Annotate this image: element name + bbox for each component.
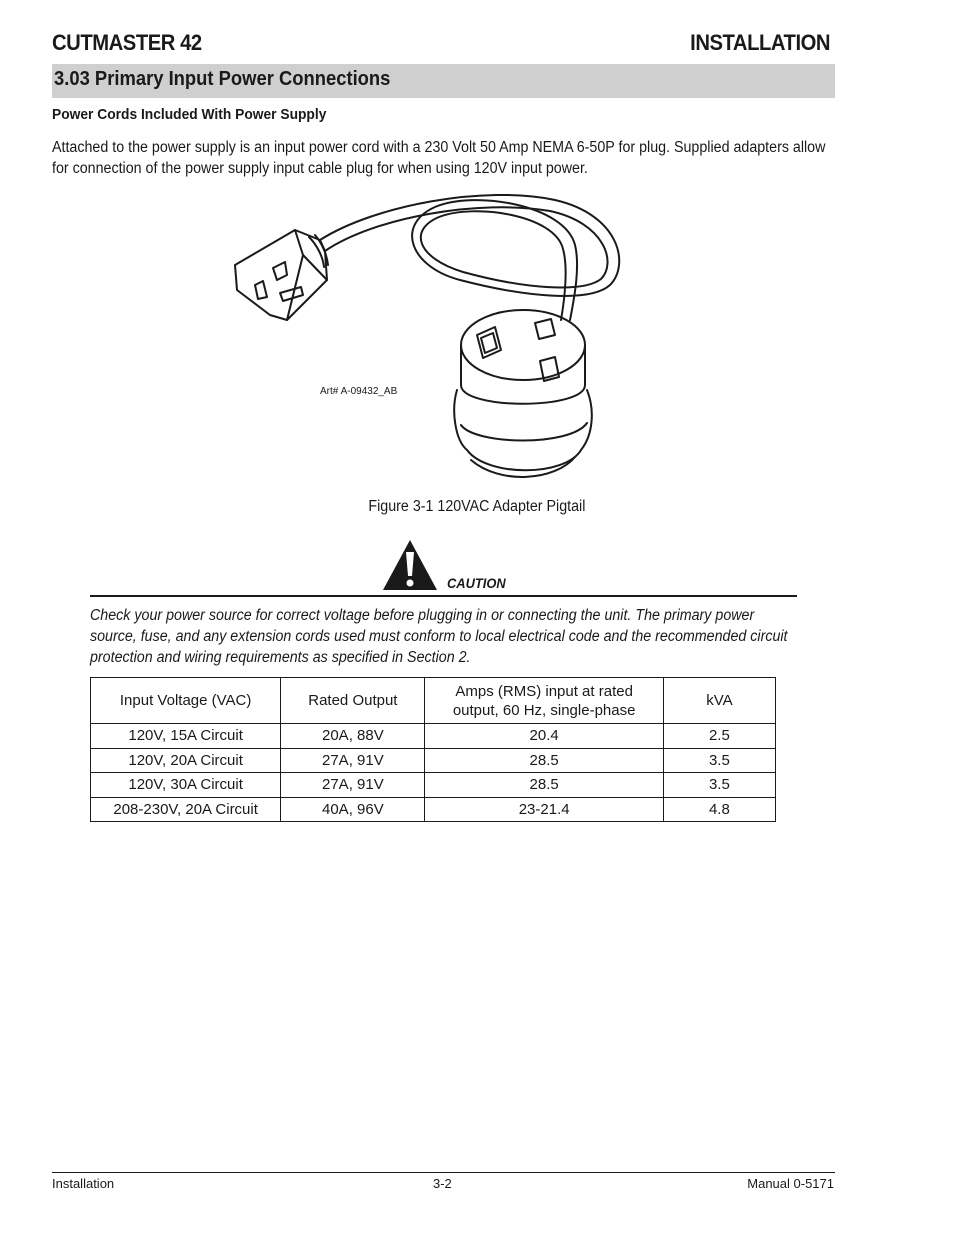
col-header-rated-output: Rated Output	[281, 678, 425, 724]
subheading: Power Cords Included With Power Supply	[52, 106, 327, 123]
caution-divider	[90, 595, 797, 597]
table-row	[91, 773, 776, 798]
power-spec-table	[90, 677, 776, 822]
section-title: 3.03 Primary Input Power Connections	[54, 68, 391, 90]
intro-paragraph: Attached to the power supply is an input power cord with a 230 Volt 50 Amp NEMA 6-50P for plug. Supplied adapters allow for connection of the power supply input cable plug for when using 120V input power.	[52, 139, 826, 177]
table-cell: 23-21.4	[425, 797, 663, 822]
header-chapter: INSTALLATION	[690, 30, 830, 55]
figure-caption: Figure 3-1 120VAC Adapter Pigtail	[368, 498, 586, 515]
footer-divider	[52, 1172, 835, 1173]
table-cell: 120V, 20A Circuit	[91, 748, 281, 773]
table-cell: 28.5	[425, 773, 663, 798]
table-cell: 28.5	[425, 748, 663, 773]
table-cell: 120V, 30A Circuit	[91, 773, 281, 798]
footer-page-number: 3-2	[433, 1176, 452, 1191]
figure-caption-wrap	[0, 498, 954, 516]
table-cell: 2.5	[663, 724, 775, 749]
table-cell: 40A, 96V	[281, 797, 425, 822]
section-title-bar	[52, 64, 835, 98]
col-header-amps	[425, 678, 663, 724]
footer-section: Installation	[52, 1176, 115, 1191]
col-header-amps-text: Amps (RMS) input at rated output, 60 Hz, single-phase	[452, 682, 636, 719]
art-number: Art# A-09432_AB	[320, 386, 398, 397]
table-cell: 3.5	[663, 773, 775, 798]
table-row	[91, 797, 776, 822]
table-cell: 208-230V, 20A Circuit	[91, 797, 281, 822]
table-cell: 4.8	[663, 797, 775, 822]
table-row	[91, 724, 776, 749]
col-header-kva: kVA	[663, 678, 775, 724]
table-header-row	[91, 678, 776, 724]
caution-text: Check your power source for correct voltage before plugging in or connecting the unit. The primary power source, fuse, and any extension cords used must conform to local electrical code and the recommended circuit protection and wiring requirements as specified in Section 2.	[90, 607, 788, 666]
warning-triangle-icon	[381, 538, 439, 592]
table-row	[91, 748, 776, 773]
adapter-pigtail-illustration	[225, 185, 625, 485]
footer-manual-number: Manual 0-5171	[747, 1176, 834, 1191]
caution-label: CAUTION	[447, 575, 506, 591]
col-header-input-voltage: Input Voltage (VAC)	[91, 678, 281, 724]
header-product: CUTMASTER 42	[52, 30, 202, 55]
table-cell: 3.5	[663, 748, 775, 773]
table-cell: 20.4	[425, 724, 663, 749]
table-cell: 27A, 91V	[281, 748, 425, 773]
table-cell: 20A, 88V	[281, 724, 425, 749]
table-cell: 27A, 91V	[281, 773, 425, 798]
table-cell: 120V, 15A Circuit	[91, 724, 281, 749]
